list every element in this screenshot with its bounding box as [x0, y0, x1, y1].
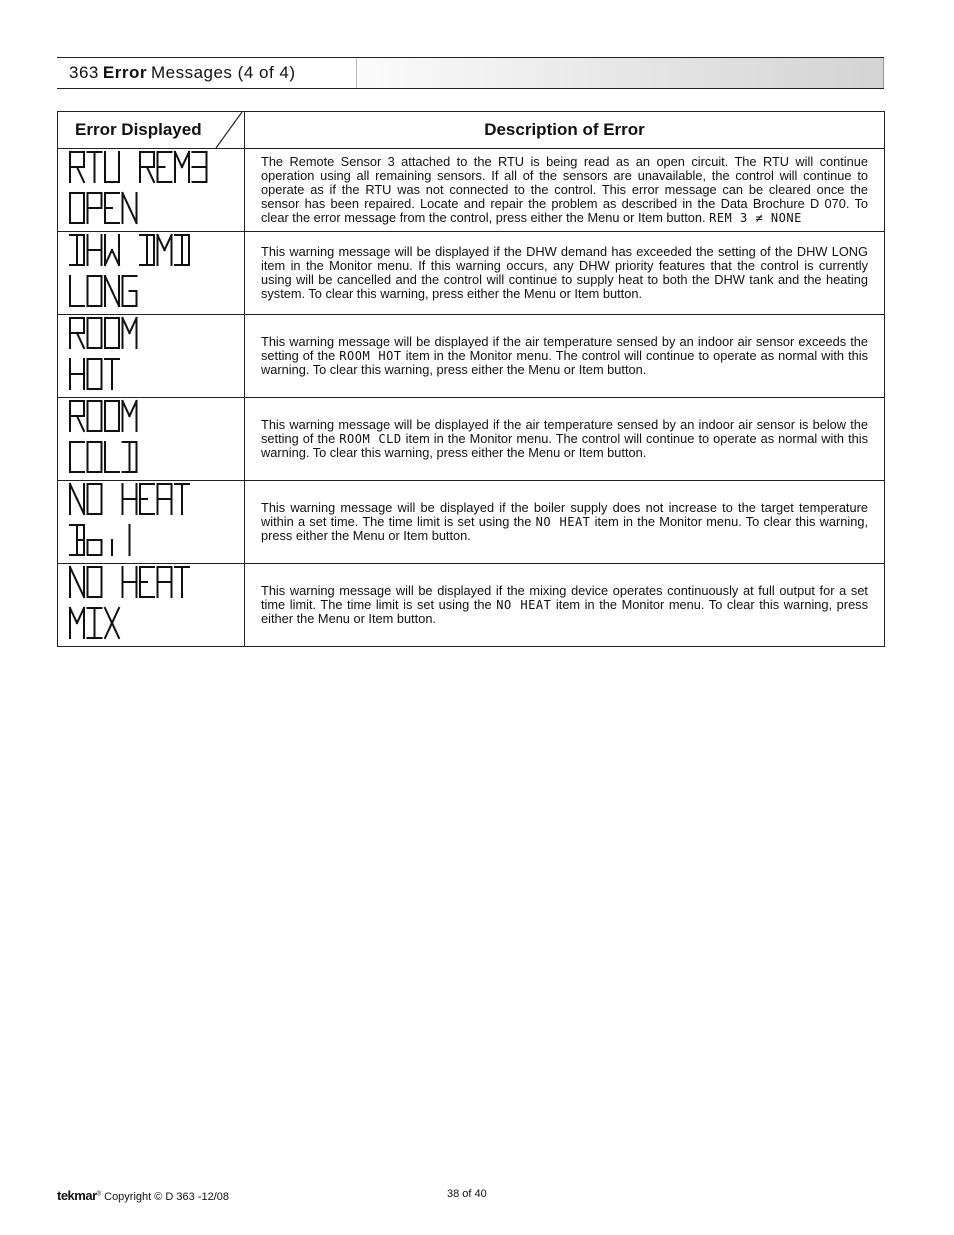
title-suffix: Messages (4 of 4)	[150, 63, 296, 82]
lcd-segment-text-line2	[68, 439, 244, 480]
diagonal-divider	[206, 112, 245, 148]
lcd-segment-text-line1	[68, 398, 244, 439]
description-text-end: item in the Monitor menu. To clear this warning, press either the Menu or Item button.	[261, 514, 869, 543]
column-header-error-displayed: Error Displayed	[58, 112, 245, 149]
table-row	[58, 481, 885, 564]
error-table	[57, 111, 885, 647]
lcd-segment-text-line1	[68, 149, 244, 190]
table-row	[58, 149, 885, 232]
description-text: This warning message will be displayed if the DHW demand has exceeded the setting of the DHW LONG item in the Monitor menu. If this warning occurs, any DHW priority features that the control is currently using will be cancelled and the control will continue to supply heat to both the DHW tank and the heating system. To clear this warning, press either the Menu or Item button.	[261, 244, 868, 301]
title-bold: Error	[102, 63, 147, 82]
lcd-segment-text-line2	[68, 356, 244, 397]
description-text: This warning message will be displayed if the air temperature sensed by an indoor air sensor exceeds the setting of the	[261, 334, 868, 363]
lcd-display	[58, 315, 245, 398]
column-header-description: Description of Error	[245, 112, 885, 149]
error-description	[245, 149, 885, 232]
lcd-display	[58, 481, 245, 564]
table-row	[58, 398, 885, 481]
description-lcd-text: NO HEAT	[535, 515, 591, 529]
description-text-end: item in the Monitor menu. To clear this warning, press either the Menu or Item button.	[261, 597, 868, 626]
lcd-display	[58, 149, 245, 232]
error-description	[245, 315, 885, 398]
description-lcd-text: ROOM HOT	[339, 349, 402, 363]
lcd-segment-text-line2	[68, 273, 244, 314]
table-row	[58, 232, 885, 315]
description-lcd-text: ROOM CLD	[339, 432, 402, 446]
error-description	[245, 398, 885, 481]
lcd-segment-text-line2	[68, 605, 244, 646]
lcd-display	[58, 398, 245, 481]
error-description	[245, 564, 885, 647]
description-text: This warning message will be displayed if the air temperature sensed by an indoor air sensor is below the setting of the	[261, 417, 868, 446]
lcd-display	[58, 564, 245, 647]
error-description	[245, 481, 885, 564]
lcd-segment-text-line1	[68, 481, 244, 522]
lcd-segment-text-line2	[68, 522, 244, 563]
description-text-end: item in the Monitor menu. The control will continue to operate as normal with this warning. To clear this warning, press either the Menu or Item button.	[261, 348, 868, 377]
description-text: This warning message will be displayed if the boiler supply does not increase to the target temperature within a set time. The time limit is set using the	[261, 500, 868, 529]
section-header	[57, 57, 884, 89]
lcd-segment-text-line1	[68, 315, 244, 356]
footer-copyright: tekmar® Copyright © D 363 -12/08	[57, 1188, 230, 1203]
lcd-segment-text-line2	[68, 190, 244, 231]
description-lcd-text: REM 3 ≠ NONE	[709, 211, 802, 225]
lcd-segment-text-line1	[68, 564, 244, 605]
description-text: This warning message will be displayed if the mixing device operates continuously at full output for a set time limit. The time limit is set using the	[261, 583, 868, 612]
table-row	[58, 315, 885, 398]
description-lcd-text: NO HEAT	[496, 598, 552, 612]
title-prefix: 363	[69, 63, 99, 82]
section-title	[57, 58, 356, 88]
lcd-segment-text-line1	[68, 232, 244, 273]
table-header-row	[58, 112, 885, 149]
table-row	[58, 564, 885, 647]
error-description	[245, 232, 885, 315]
page-number: 38 of 40	[447, 1188, 487, 1200]
copyright-text: Copyright © D 363 -12/08	[104, 1191, 230, 1203]
brand-logo: tekmar	[57, 1188, 97, 1203]
description-text: The Remote Sensor 3 attached to the RTU is being read as an open circuit. The RTU will continue operation using all remaining sensors. If all of the sensors are unavailable, the control will continue to operate as if the RTU was not connected to the control. This error message can be cleared once the sensor has been repaired. Locate and repair the problem as described in the Data Brochure D 070. To clear the error message from the control, press either the Menu or Item button.	[261, 154, 868, 225]
description-text-end: item in the Monitor menu. The control will continue to operate as normal with this warning. To clear this warning, press either the Menu or Item button.	[261, 431, 868, 460]
header-gradient	[356, 58, 884, 88]
lcd-display	[58, 232, 245, 315]
